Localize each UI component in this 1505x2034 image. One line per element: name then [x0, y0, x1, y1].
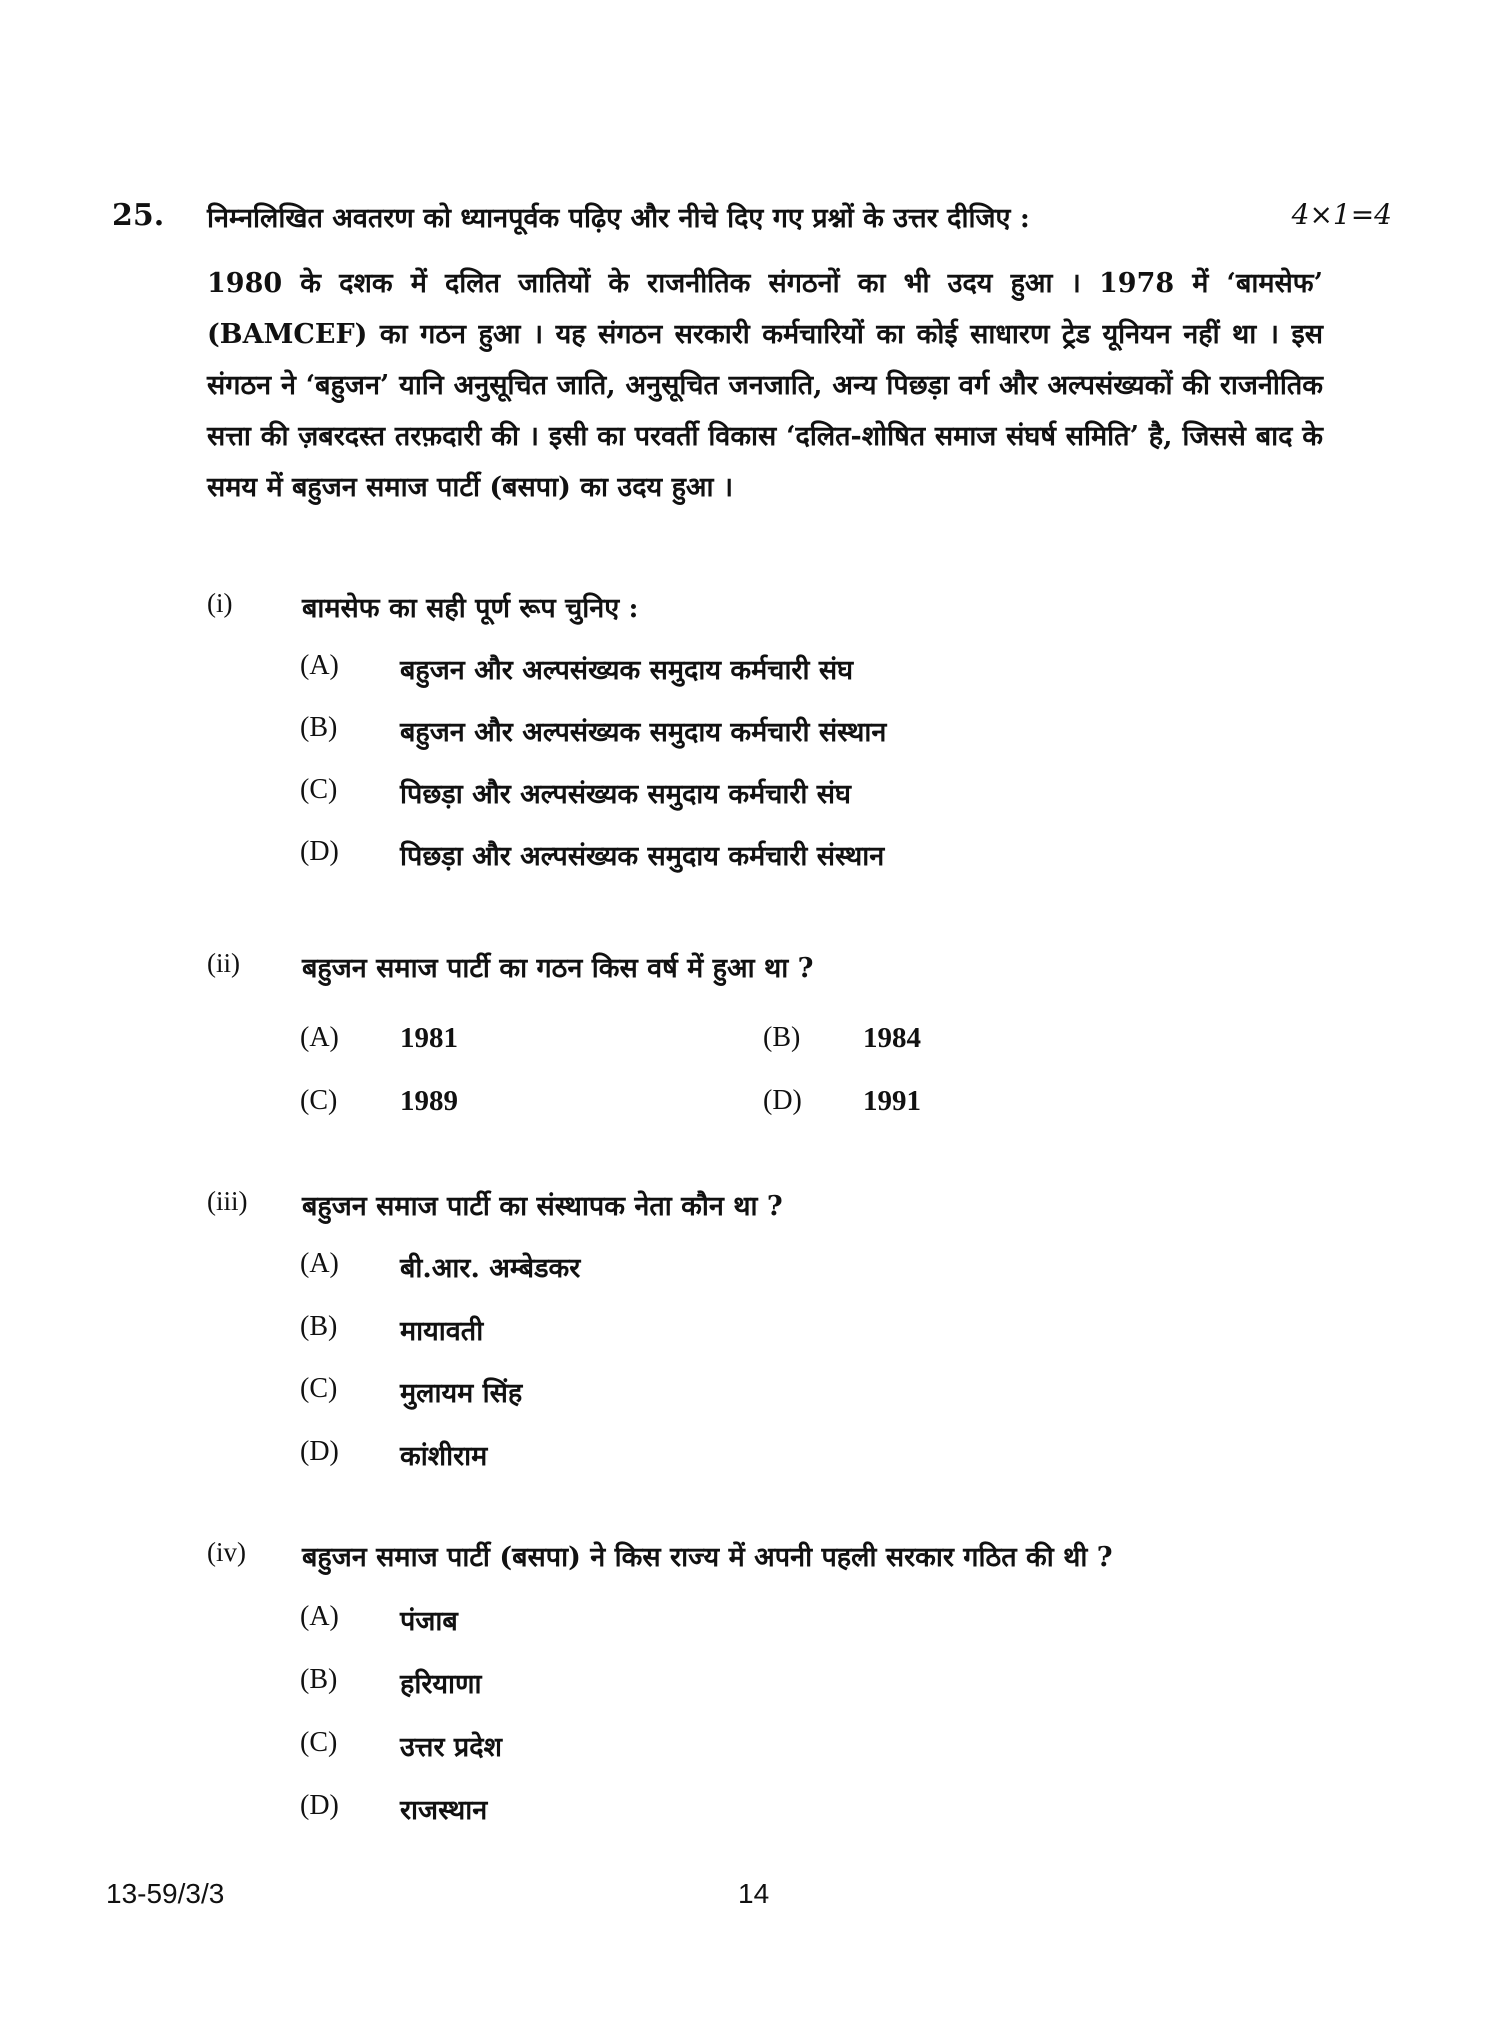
subquestion-text: बामसेफ का सही पूर्ण रूप चुनिए : [302, 593, 639, 624]
question-header [112, 198, 1392, 244]
option-text: 1981 [400, 1022, 458, 1054]
option-label: (B) [300, 1311, 338, 1342]
option-label: (D) [763, 1085, 802, 1116]
subquestion-text: बहुजन समाज पार्टी का गठन किस वर्ष में हुआ था ? [302, 953, 814, 984]
option-text: बहुजन और अल्पसंख्यक समुदाय कर्मचारी संस्थान [400, 717, 887, 748]
option-label: (A) [300, 1601, 339, 1632]
paper-code: 13-59/3/3 [106, 1878, 225, 1909]
subquestion-label: (ii) [207, 948, 240, 978]
option-text: बी.आर. अम्बेडकर [400, 1253, 581, 1284]
option-text: बहुजन और अल्पसंख्यक समुदाय कर्मचारी संघ [400, 655, 854, 686]
option-label: (D) [300, 1790, 339, 1821]
subquestion-text: बहुजन समाज पार्टी का संस्थापक नेता कौन था ? [302, 1191, 783, 1222]
subquestion-text: बहुजन समाज पार्टी (बसपा) ने किस राज्य में अपनी पहली सरकार गठित की थी ? [302, 1542, 1113, 1573]
option-text: 1991 [863, 1085, 921, 1117]
option-label: (C) [300, 1085, 338, 1116]
option-label: (B) [763, 1022, 801, 1053]
passage-text: 1980 के दशक में दलित जातियों के राजनीतिक संगठनों का भी उदय हुआ । 1978 में ‘बामसेफ’ (BAMCEF) का गठन हुआ । यह संगठन सरकारी कर्मचारियों का कोई साधारण ट्रेड यूनियन नहीं था । इस संगठन ने ‘बहुजन’ यानि अनुसूचित जाति, अनुसूचित जनजाति, अन्य पिछड़ा वर्ग और अल्पसंख्यकों की राजनीतिक सत्ता की ज़बरदस्त तरफ़दारी की । इसी का परवर्ती विकास ‘दलित-शोषित समाज संघर्ष समिति’ है, जिससे बाद के समय में बहुजन समाज पार्टी (बसपा) का उदय हुआ । [207, 268, 1324, 503]
option-label: (B) [300, 1664, 338, 1695]
option-label: (B) [300, 712, 338, 743]
option-text: पिछड़ा और अल्पसंख्यक समुदाय कर्मचारी संघ [400, 779, 851, 810]
option-label: (C) [300, 774, 338, 805]
option-text: राजस्थान [400, 1795, 488, 1826]
option-text: पंजाब [400, 1606, 458, 1637]
option-label: (A) [300, 650, 339, 681]
question-number: 25. [112, 198, 165, 233]
option-label: (D) [300, 1436, 339, 1467]
option-text: मुलायम सिंह [400, 1378, 523, 1409]
option-label: (C) [300, 1727, 338, 1758]
question-marks: 4×1=4 [1291, 198, 1392, 231]
option-text: 1984 [863, 1022, 921, 1054]
subquestion-label: (iii) [207, 1186, 248, 1216]
question-instruction: निम्नलिखित अवतरण को ध्यानपूर्वक पढ़िए और नीचे दिए गए प्रश्नों के उत्तर दीजिए : [207, 203, 1030, 234]
option-label: (A) [300, 1248, 339, 1279]
option-text: हरियाणा [400, 1669, 482, 1700]
option-text: पिछड़ा और अल्पसंख्यक समुदाय कर्मचारी संस्थान [400, 841, 885, 872]
option-label: (A) [300, 1022, 339, 1053]
option-label: (C) [300, 1373, 338, 1404]
option-text: मायावती [400, 1316, 484, 1347]
option-text: कांशीराम [400, 1441, 488, 1472]
subquestion-label: (i) [207, 588, 233, 618]
option-text: 1989 [400, 1085, 458, 1117]
option-text: उत्तर प्रदेश [400, 1732, 502, 1763]
subquestion-label: (iv) [207, 1537, 246, 1567]
page-number: 14 [738, 1878, 770, 1909]
option-label: (D) [300, 836, 339, 867]
